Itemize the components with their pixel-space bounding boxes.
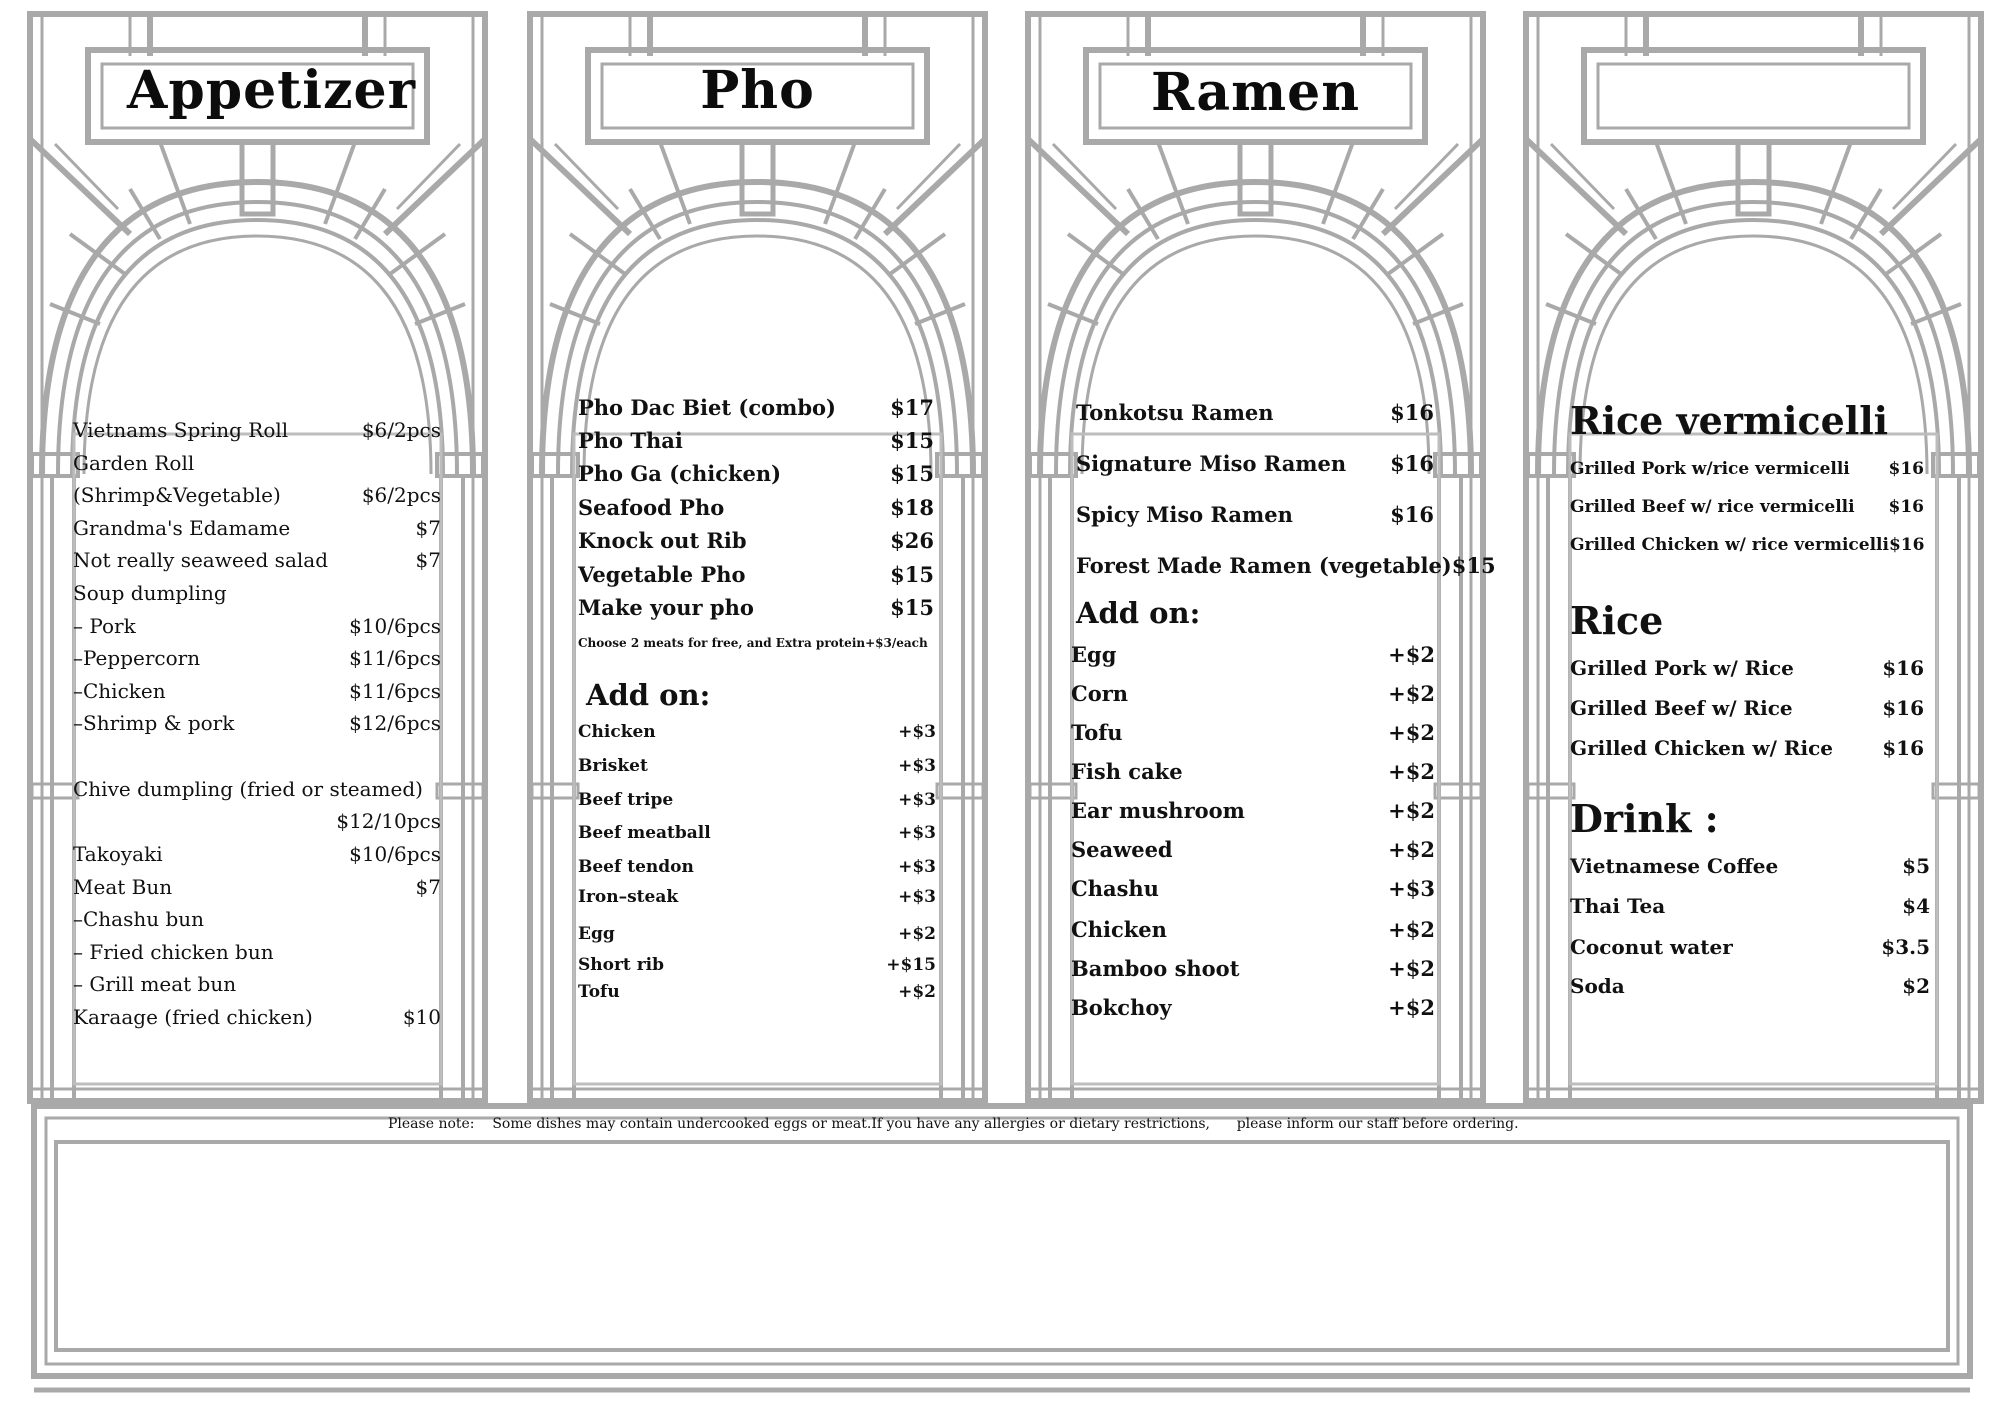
item-price: +$2 — [898, 982, 936, 1002]
item-name: Beef meatball — [578, 823, 711, 843]
item-price: +$2 — [1388, 917, 1435, 942]
appetizer-row — [73, 614, 441, 638]
item-name: Coconut water — [1570, 935, 1733, 959]
item-price: $11/6pcs — [349, 679, 441, 703]
pho-row — [578, 528, 934, 553]
pho-addon-row — [578, 823, 936, 843]
item-name: Meat Bun — [73, 875, 173, 899]
ramen-addon-row — [1071, 720, 1435, 745]
rice-row — [1570, 696, 1924, 720]
ramen-addon-row — [1071, 837, 1435, 862]
item-price: +$2 — [1388, 798, 1435, 823]
footer-note: Please note: Some dishes may contain undercooked eggs or meat.If you have any allergies or dietary restrictions, please inform our staff before ordering. — [388, 1116, 1519, 1132]
item-price: $15 — [890, 595, 934, 620]
item-price: +$2 — [1388, 956, 1435, 981]
appetizer-title: Appetizer — [127, 60, 416, 121]
item-price: $7 — [415, 548, 441, 572]
vermicelli-row — [1570, 459, 1924, 479]
appetizer-row — [73, 777, 441, 801]
appetizer-row — [73, 875, 441, 899]
item-price: $16 — [1882, 656, 1924, 680]
item-price: +$3 — [898, 722, 936, 742]
item-name: Beef tripe — [578, 790, 674, 810]
item-name: –Shrimp & pork — [73, 711, 235, 735]
item-name: Forest Made Ramen (vegetable) — [1076, 553, 1452, 578]
item-price: $4 — [1902, 894, 1930, 918]
appetizer-row — [73, 809, 441, 833]
item-price: $6/2pcs — [361, 418, 441, 442]
drink-row — [1570, 935, 1930, 959]
item-name: Grilled Pork w/ Rice — [1570, 656, 1794, 680]
item-price: $10 — [402, 1005, 441, 1029]
item-price: $26 — [890, 528, 934, 553]
ramen-row — [1076, 400, 1434, 425]
item-name: Knock out Rib — [578, 528, 747, 553]
item-name: Bokchoy — [1071, 995, 1172, 1020]
item-price: $17 — [890, 395, 934, 420]
appetizer-row — [73, 548, 441, 572]
pho-addon-row — [578, 887, 936, 907]
item-price: +$3 — [1388, 876, 1435, 901]
item-name: Grandma's Edamame — [73, 516, 291, 540]
item-name: Chashu — [1071, 876, 1159, 901]
pho-addon-row — [578, 924, 936, 944]
item-name: Bamboo shoot — [1071, 956, 1240, 981]
ramen-addon-row — [1071, 642, 1435, 667]
item-name: Soda — [1570, 974, 1625, 998]
item-name: Tofu — [578, 982, 620, 1002]
item-name: –Chashu bun — [73, 907, 205, 931]
pho-row — [578, 595, 934, 620]
drink-row — [1570, 854, 1930, 878]
pho-addon-row — [578, 722, 936, 742]
appetizer-row — [73, 418, 441, 442]
item-price: +$2 — [1388, 681, 1435, 706]
appetizer-row — [73, 842, 441, 866]
item-price: $5 — [1902, 854, 1930, 878]
appetizer-row — [73, 483, 441, 507]
item-name: Egg — [578, 924, 615, 944]
rice-row — [1570, 656, 1924, 680]
appetizer-row — [73, 581, 441, 605]
pho-addon-row — [578, 756, 936, 776]
item-price: +$3 — [898, 857, 936, 877]
vermicelli-row — [1570, 497, 1924, 517]
item-name: Seaweed — [1071, 837, 1173, 862]
item-name: Grilled Beef w/ Rice — [1570, 696, 1793, 720]
item-name: Pho Dac Biet (combo) — [578, 395, 836, 420]
item-price: +$3 — [898, 756, 936, 776]
drink-row — [1570, 894, 1930, 918]
item-price: $6/2pcs — [361, 483, 441, 507]
item-price: $16 — [1390, 400, 1434, 425]
item-name: Brisket — [578, 756, 648, 776]
item-price: $12/10pcs — [336, 809, 441, 833]
item-price: $15 — [890, 428, 934, 453]
item-price: +$2 — [1388, 720, 1435, 745]
item-price: +$3 — [898, 790, 936, 810]
item-name: Vietnams Spring Roll — [73, 418, 289, 442]
ramen-addon-row — [1071, 995, 1435, 1020]
appetizer-row — [73, 907, 441, 931]
item-price: $12/6pcs — [349, 711, 441, 735]
pho-note: Choose 2 meats for free, and Extra protein+$3/each — [578, 636, 928, 650]
item-name: Pho Thai — [578, 428, 683, 453]
item-price: $2 — [1902, 974, 1930, 998]
pho-title: Pho — [700, 60, 815, 121]
item-price: $16 — [1888, 535, 1925, 555]
item-name: –Chicken — [73, 679, 166, 703]
rice-heading: Rice — [1570, 598, 1664, 643]
item-name: Iron–steak — [578, 887, 679, 907]
item-price: $10/6pcs — [349, 614, 441, 638]
item-name: – Pork — [73, 614, 136, 638]
item-name: Pho Ga (chicken) — [578, 461, 782, 486]
ramen-row — [1076, 553, 1496, 578]
item-name: Chicken — [578, 722, 656, 742]
item-name: Corn — [1071, 681, 1129, 706]
item-price: $15 — [890, 562, 934, 587]
appetizer-row — [73, 451, 441, 475]
ramen-addon-row — [1071, 798, 1435, 823]
pho-addon-heading: Add on: — [586, 678, 711, 712]
item-name: Tofu — [1071, 720, 1123, 745]
ramen-addon-heading: Add on: — [1076, 596, 1201, 630]
item-name: Beef tendon — [578, 857, 694, 877]
pho-addon-row — [578, 790, 936, 810]
item-name: Tonkotsu Ramen — [1076, 400, 1274, 425]
item-price: +$15 — [886, 955, 936, 975]
item-name: Thai Tea — [1570, 894, 1666, 918]
item-name: Vegetable Pho — [578, 562, 746, 587]
pho-addon-row — [578, 857, 936, 877]
item-price: +$2 — [1388, 759, 1435, 784]
item-name: Make your pho — [578, 595, 754, 620]
ramen-addon-row — [1071, 917, 1435, 942]
appetizer-row — [73, 940, 441, 964]
item-name: Grilled Chicken w/ rice vermicelli — [1570, 535, 1889, 555]
ramen-row — [1076, 451, 1434, 476]
item-name: Grilled Beef w/ rice vermicelli — [1570, 497, 1855, 517]
appetizer-row — [73, 646, 441, 670]
ramen-addon-row — [1071, 876, 1435, 901]
appetizer-row — [73, 711, 441, 735]
appetizer-row — [73, 1005, 441, 1029]
item-name: Chive dumpling (fried or steamed) — [73, 777, 423, 801]
item-name: Soup dumpling — [73, 581, 227, 605]
item-price: $10/6pcs — [349, 842, 441, 866]
item-price: $16 — [1888, 459, 1924, 479]
item-name: – Grill meat bun — [73, 972, 237, 996]
rice-row — [1570, 736, 1924, 760]
item-name: Spicy Miso Ramen — [1076, 502, 1293, 527]
item-price: +$2 — [1388, 995, 1435, 1020]
appetizer-row — [73, 516, 441, 540]
item-name: Chicken — [1071, 917, 1167, 942]
ramen-title: Ramen — [1150, 62, 1360, 123]
item-price: +$2 — [898, 924, 936, 944]
item-name: Signature Miso Ramen — [1076, 451, 1347, 476]
pho-row — [578, 495, 934, 520]
item-name: Ear mushroom — [1071, 798, 1245, 823]
item-price: $16 — [1390, 502, 1434, 527]
item-price: $7 — [415, 516, 441, 540]
item-price: $11/6pcs — [349, 646, 441, 670]
pho-addon-row — [578, 982, 936, 1002]
appetizer-row — [73, 972, 441, 996]
drink-heading: Drink : — [1570, 796, 1719, 841]
pho-row — [578, 461, 934, 486]
item-price: +$3 — [898, 887, 936, 907]
item-name: Takoyaki — [73, 842, 163, 866]
item-name: (Shrimp&Vegetable) — [73, 483, 281, 507]
item-price: +$3 — [898, 823, 936, 843]
pho-addon-row — [578, 955, 936, 975]
item-name: Grilled Pork w/rice vermicelli — [1570, 459, 1850, 479]
drink-row — [1570, 974, 1930, 998]
appetizer-row — [73, 679, 441, 703]
item-name: Short rib — [578, 955, 665, 975]
item-price: $16 — [1882, 696, 1924, 720]
item-price: +$2 — [1388, 642, 1435, 667]
item-price: $18 — [890, 495, 934, 520]
item-price: $15 — [890, 461, 934, 486]
item-price: $16 — [1888, 497, 1924, 517]
item-price: $3.5 — [1881, 935, 1930, 959]
ramen-addon-row — [1071, 956, 1435, 981]
item-name: Garden Roll — [73, 451, 195, 475]
item-price: +$2 — [1388, 837, 1435, 862]
pho-row — [578, 562, 934, 587]
item-name: Vietnamese Coffee — [1570, 854, 1779, 878]
item-price: $16 — [1390, 451, 1434, 476]
pho-row — [578, 428, 934, 453]
item-name: Not really seaweed salad — [73, 548, 328, 572]
item-price: $7 — [415, 875, 441, 899]
ramen-addon-row — [1071, 681, 1435, 706]
ramen-row — [1076, 502, 1434, 527]
item-name: Egg — [1071, 642, 1117, 667]
item-name: –Peppercorn — [73, 646, 201, 670]
item-name: Seafood Pho — [578, 495, 725, 520]
item-price: $15 — [1451, 553, 1496, 578]
item-name: Fish cake — [1071, 759, 1183, 784]
pho-row — [578, 395, 934, 420]
item-name: Karaage (fried chicken) — [73, 1005, 313, 1029]
ramen-addon-row — [1071, 759, 1435, 784]
vermicelli-row — [1570, 535, 1924, 555]
item-name: – Fried chicken bun — [73, 940, 274, 964]
item-name: Grilled Chicken w/ Rice — [1570, 736, 1834, 760]
vermicelli-heading: Rice vermicelli — [1570, 398, 1889, 443]
item-price: $16 — [1882, 736, 1924, 760]
